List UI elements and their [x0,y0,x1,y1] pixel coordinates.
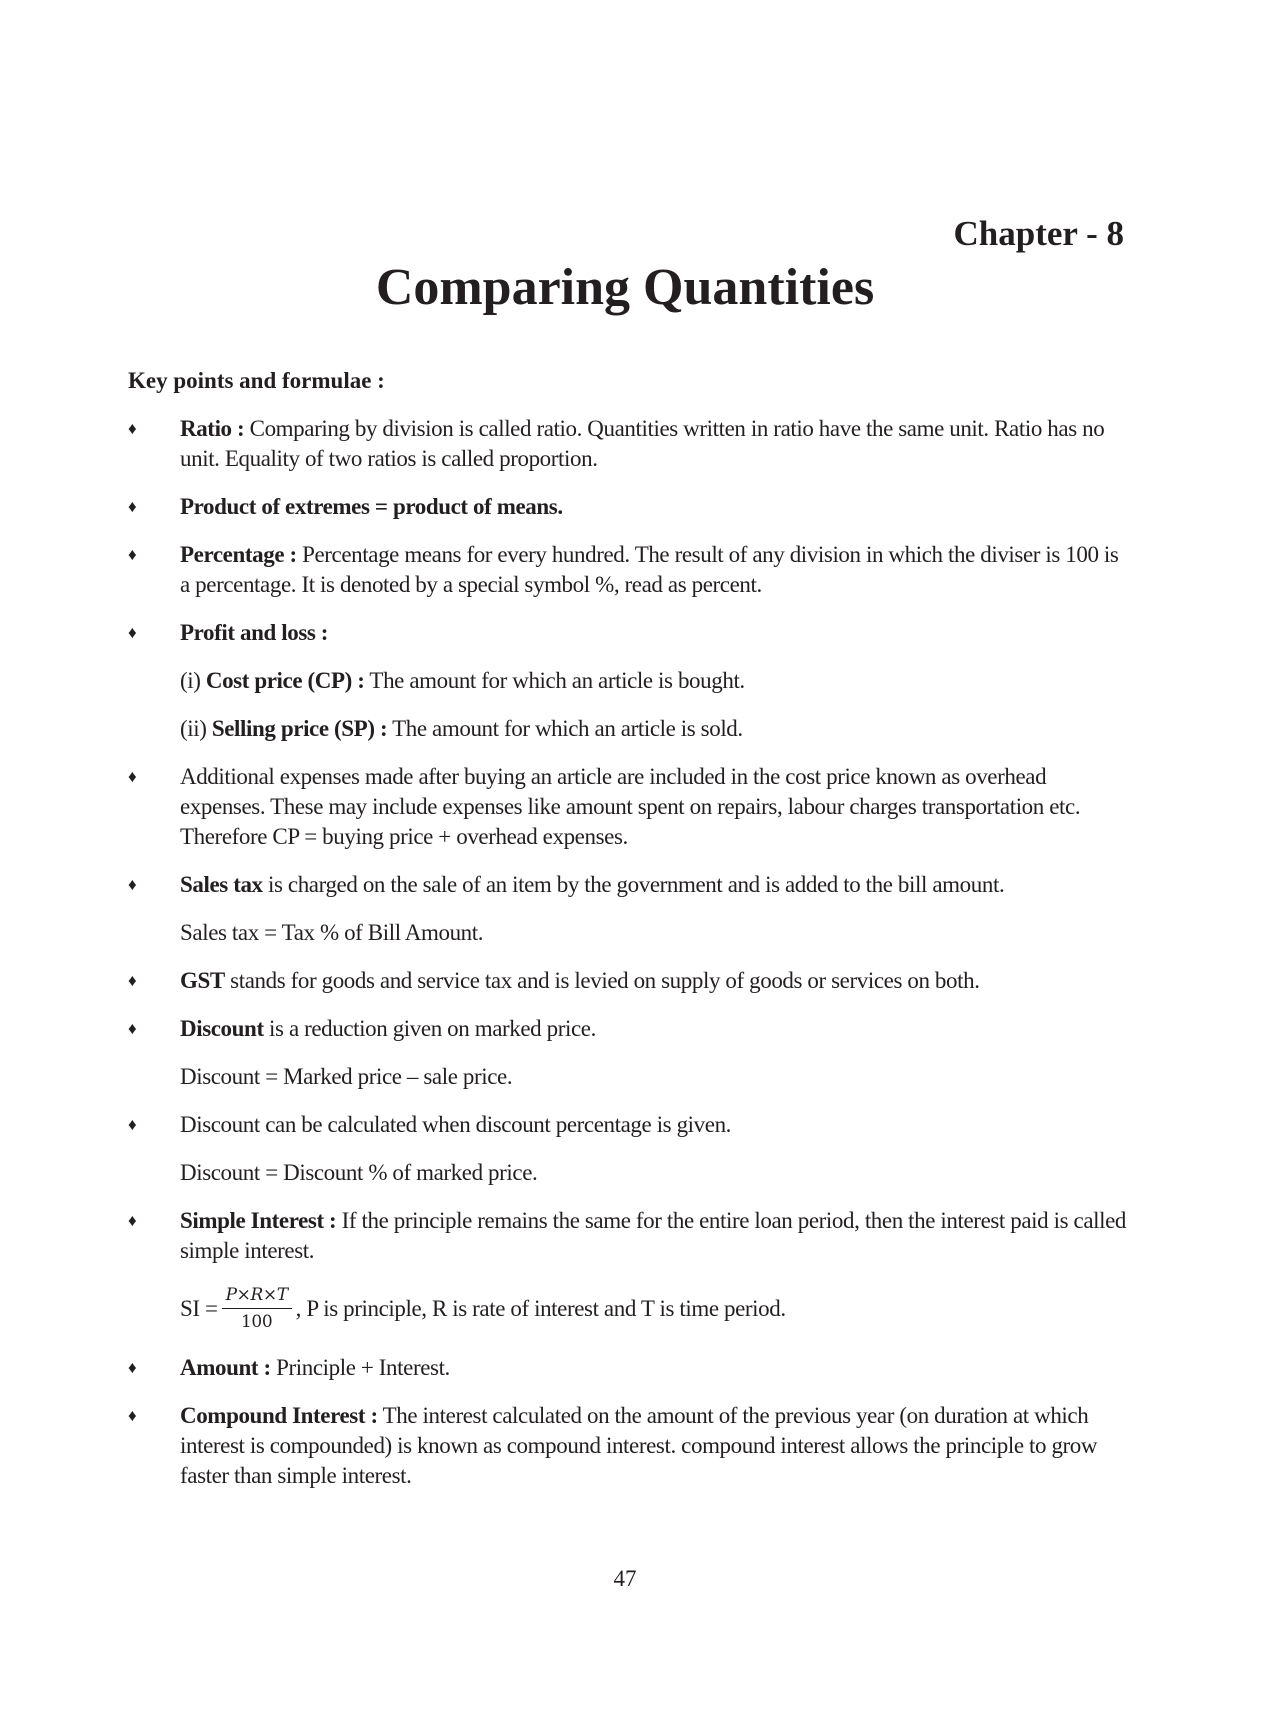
list-item-compound-interest [128,1401,1128,1491]
diamond-bullet-icon: ♦ [128,1406,137,1425]
diamond-bullet-icon: ♦ [128,1211,137,1230]
definition-cost-price: The amount for which an article is bought. [364,668,745,693]
term-ratio: Ratio : [180,416,245,441]
sub-item-selling-price [128,714,1128,744]
page-title: Comparing Quantities [375,259,875,316]
list-item-amount [128,1353,1128,1383]
diamond-bullet-icon: ♦ [128,767,137,786]
diamond-bullet-icon: ♦ [128,875,137,894]
diamond-bullet-icon: ♦ [128,1019,137,1038]
formula-simple-interest [128,1284,1128,1333]
list-item-sales-tax [128,870,1128,900]
definition-gst: stands for goods and service tax and is levied on supply of goods or services on both. [224,968,980,993]
sub-item-selling-price-prefix: (ii) [180,716,212,741]
definition-amount: Principle + Interest. [270,1355,450,1380]
chapter-label: Chapter - 8 [953,214,1124,253]
definition-percentage: Percentage means for every hundred. The result of any division in which the diviser is 100 is a percentage. It is denoted by a special symbol %, read as percent. [180,542,1119,597]
sub-item-cost-price-prefix: (i) [180,668,206,693]
term-gst: GST [180,968,225,993]
diamond-bullet-icon: ♦ [128,971,137,990]
page-number: 47 [613,1566,637,1591]
list-item-product-of-extremes [128,492,1128,522]
term-percentage: Percentage : [180,542,297,567]
term-selling-price: Selling price (SP) : [211,716,388,741]
fraction-numerator: P×R×T [222,1284,292,1309]
list-item-profit-and-loss [128,618,1128,648]
formula-discount: Discount = Marked price – sale price. [180,1064,513,1089]
list-item-percentage [128,540,1128,600]
definition-ratio: Comparing by division is called ratio. Quantities written in ratio have the same unit. Ratio has no unit. Equality of two ratios is called proportion. [180,416,1105,471]
definition-discount: is a reduction given on marked price. [263,1016,596,1041]
fraction-denominator: 100 [240,1312,273,1332]
sub-item-cost-price [128,666,1128,696]
list-item-discount [128,1014,1128,1044]
term-simple-interest: Simple Interest : [180,1208,337,1233]
formula-si-suffix: , P is principle, R is rate of interest and T is time period. [295,1295,786,1321]
section-heading: Key points and formulae : [128,368,385,393]
definition-discount-percentage: Discount can be calculated when discount percentage is given. [180,1112,732,1137]
diamond-bullet-icon: ♦ [128,1115,137,1134]
list-item-overhead-expenses [128,762,1128,852]
list-item-discount-percentage [128,1110,1128,1140]
list-item-simple-interest [128,1206,1128,1266]
term-compound-interest: Compound Interest : [180,1403,378,1428]
formula-discount-percentage: Discount = Discount % of marked price. [180,1160,538,1185]
formula-si-prefix: SI = [180,1295,218,1321]
list-item-gst [128,966,1128,996]
term-profit-and-loss: Profit and loss : [180,620,329,645]
term-sales-tax: Sales tax [180,872,263,897]
term-amount: Amount : [180,1355,271,1380]
definition-simple-interest: If the principle remains the same for the entire loan period, then the interest paid is called simple interest. [180,1208,1127,1263]
definition-sales-tax: is charged on the sale of an item by the government and is added to the bill amount. [262,872,1005,897]
definition-compound-interest: The interest calculated on the amount of the previous year (on duration at which interest is compounded) is known as compound interest. compound interest allows the principle to grow faster than simple interest. [180,1403,1098,1488]
term-product-of-extremes: Product of extremes = product of means. [180,494,563,519]
diamond-bullet-icon: ♦ [128,1358,137,1377]
key-points-list [128,414,1128,1509]
diamond-bullet-icon: ♦ [128,545,137,564]
term-discount: Discount [180,1016,264,1041]
definition-overhead-expenses: Additional expenses made after buying an article are included in the cost price known as overhead expenses. These may include expenses like amount spent on repairs, labour charges transportation etc. Therefore CP = buying price + overhead expenses. [180,764,1081,849]
fraction [222,1284,292,1333]
diamond-bullet-icon: ♦ [128,623,137,642]
formula-sales-tax: Sales tax = Tax % of Bill Amount. [180,920,484,945]
diamond-bullet-icon: ♦ [128,419,137,438]
definition-selling-price: The amount for which an article is sold. [387,716,743,741]
term-cost-price: Cost price (CP) : [205,668,365,693]
list-item-ratio [128,414,1128,474]
diamond-bullet-icon: ♦ [128,497,137,516]
